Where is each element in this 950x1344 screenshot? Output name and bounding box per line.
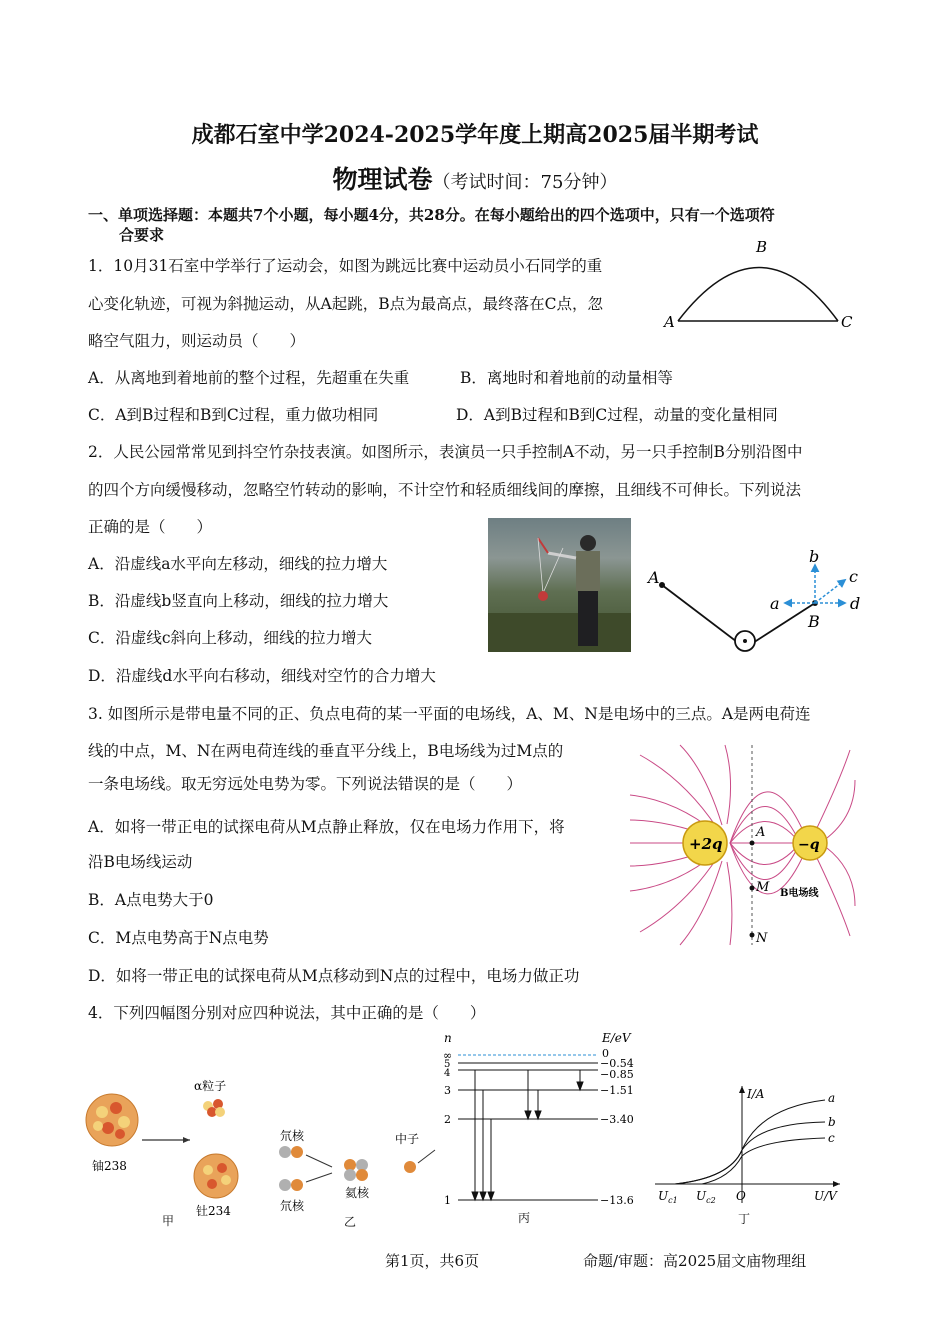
label-b-dir: b: [809, 547, 820, 566]
curve-c-label: c: [828, 1131, 835, 1145]
fig-ding-iv-curves: [650, 1078, 850, 1208]
string-left: [662, 585, 745, 648]
subject-title: 物理试卷: [332, 165, 433, 194]
q3-option-d: D．如将一带正电的试探电荷从M点移动到N点的过程中，电场力做正功: [88, 967, 580, 985]
q2-option-c: C．沿虚线c斜向上移动，细线的拉力增大: [88, 629, 373, 647]
level-n-1: 5: [444, 1059, 451, 1070]
q3-electric-field-diagram: [625, 740, 860, 950]
q3-option-a-line2: 沿B电场线运动: [88, 853, 193, 871]
curve-b-label: b: [828, 1115, 836, 1129]
neutron-label: 中子: [395, 1132, 420, 1146]
photo-illustration: [488, 518, 631, 652]
point-a: [659, 582, 665, 588]
q1-stem-line1: 1．10月31石室中学举行了运动会，如图为跳远比赛中运动员小石同学的重: [88, 257, 603, 275]
fig-jia-alpha-decay: [80, 1070, 260, 1230]
point-a-label: A: [664, 313, 675, 331]
trajectory-curve: [678, 268, 838, 322]
exam-title: 成都石室中学2024-2025学年度上期高2025届半期考试: [191, 122, 759, 148]
point-m-label: M: [756, 880, 770, 895]
thorium-nucleus: [194, 1154, 238, 1198]
origin-label: O: [736, 1189, 746, 1203]
author-credit: 命题/审题：高2025届文庙物理组: [583, 1252, 807, 1270]
section-heading-cont: 合要求: [119, 226, 165, 244]
point-b-label: B: [756, 238, 768, 256]
q4-stem: 4．下列四幅图分别对应四种说法，其中正确的是（ ）: [88, 1004, 486, 1022]
positive-charge-label: +2q: [689, 835, 723, 853]
u238-label: 铀238: [92, 1159, 127, 1173]
point-c-label: C: [841, 313, 853, 331]
q1-option-b: B．离地时和着地前的动量相等: [460, 369, 673, 387]
uc2-label: $U_{c2}$: [696, 1189, 716, 1205]
i-axis-label: I/A: [747, 1087, 765, 1101]
uranium-nucleus: [86, 1094, 138, 1146]
q1-option-d: D．A到B过程和B到C过程，动量的变化量相同: [456, 406, 778, 424]
curve-c: [702, 1138, 825, 1184]
label-d-dir: d: [850, 594, 861, 613]
label-c-dir: c: [849, 567, 858, 586]
curve-a: [675, 1100, 825, 1184]
fig-bing-caption: 丙: [518, 1211, 531, 1225]
uc1-label: $U_{c1}$: [658, 1189, 678, 1205]
level-e-3: −1.51: [600, 1084, 634, 1097]
q3-stem-line3: 一条电场线。取无穷远处电势为零。下列说法错误的是（ ）: [88, 775, 523, 793]
q2-diabolo-diagram: [640, 545, 870, 660]
label-a-dir: a: [770, 594, 780, 613]
e-axis-label: E/eV: [602, 1031, 631, 1045]
level-n-4: 2: [444, 1113, 451, 1126]
point-a-label: A: [756, 825, 766, 840]
helium-label: 氦核: [345, 1186, 370, 1200]
q1-trajectory-figure: [660, 234, 860, 334]
q3-stem-line2: 线的中点，M、N在两电荷连线的垂直平分线上，B电场线为过M点的: [88, 742, 564, 760]
q1-stem-line3: 略空气阻力，则运动员（ ）: [88, 332, 306, 350]
q2-stem-line1: 2．人民公园常常见到抖空竹杂技表演。如图所示，表演员一只手控制A不动，另一只手控制B分别沿图中: [88, 443, 803, 461]
q3-option-c: C．M点电势高于N点电势: [88, 929, 269, 947]
level-e-5: −13.6: [600, 1194, 634, 1207]
level-e-1: −0.54: [600, 1057, 634, 1070]
q2-stem-line3: 正确的是（ ）: [88, 518, 213, 536]
q2-option-a: A．沿虚线a水平向左移动，细线的拉力增大: [88, 555, 388, 573]
curve-a-label: a: [828, 1091, 836, 1105]
fig-jia-caption: 甲: [162, 1214, 175, 1228]
level-e-0: 0: [602, 1047, 609, 1060]
exam-subtitle: [0, 160, 950, 196]
level-e-4: −3.40: [600, 1113, 634, 1126]
alpha-label: α粒子: [194, 1079, 227, 1093]
deuteron1-label: 氘核: [280, 1129, 305, 1143]
q2-diabolo-photo: [488, 518, 631, 652]
exam-duration: （考试时间：75分钟）: [432, 172, 618, 193]
q2-option-b: B．沿虚线b竖直向上移动，细线的拉力增大: [88, 592, 389, 610]
level-n-0: ∞: [443, 1049, 453, 1062]
q2-stem-line2: 的四个方向缓慢移动，忽略空竹转动的影响，不计空竹和轻质细线间的摩擦，且细线不可伸长。下列说法: [88, 481, 802, 499]
deuteron2-label: 氘核: [280, 1199, 305, 1213]
th234-label: 钍234: [196, 1204, 231, 1218]
direction-c-arrow: [815, 580, 845, 603]
field-line-label: B电场线: [780, 888, 819, 899]
fig-bing-energy-levels: [430, 1030, 650, 1210]
q3-stem-line1: 3. 如图所示是带电量不同的正、负点电荷的某一平面的电场线，A、M、N是电场中的三点。A是两电荷连: [88, 705, 811, 723]
q1-option-a: A．从离地到着地前的整个过程，先超重在失重: [88, 369, 410, 387]
u-axis-label: U/V: [814, 1189, 837, 1203]
q1-option-c: C．A到B过程和B到C过程，重力做功相同: [88, 406, 379, 424]
level-n-5: 1: [444, 1194, 451, 1207]
label-a-point: A: [648, 568, 660, 587]
curve-b: [675, 1122, 825, 1184]
point-n-label: N: [756, 931, 768, 946]
fig-ding-caption: 丁: [738, 1212, 751, 1226]
fig-yi-caption: 乙: [344, 1215, 357, 1229]
q2-option-d: D．沿虚线d水平向右移动，细线对空竹的合力增大: [88, 667, 436, 685]
q3-option-b: B．A点电势大于0: [88, 891, 214, 909]
fig-yi-fusion: [270, 1125, 440, 1220]
section-heading: 一、单项选择题：本题共7个小题，每小题4分，共28分。在每小题给出的四个选项中，只有一个选项符: [88, 206, 775, 224]
level-n-3: 3: [444, 1084, 451, 1097]
page-number: 第1页，共6页: [385, 1252, 480, 1270]
q1-stem-line2: 心变化轨迹，可视为斜抛运动，从A起跳，B点为最高点，最终落在C点，忽: [88, 295, 603, 313]
level-e-2: −0.85: [600, 1068, 634, 1081]
n-axis-label: n: [444, 1031, 452, 1045]
q3-option-a-line1: A．如将一带正电的试探电荷从M点静止释放，仅在电场力作用下，将: [88, 818, 565, 836]
level-n-2: 4: [444, 1068, 451, 1079]
negative-charge-label: −q: [798, 837, 820, 853]
label-b-point: B: [808, 612, 820, 631]
